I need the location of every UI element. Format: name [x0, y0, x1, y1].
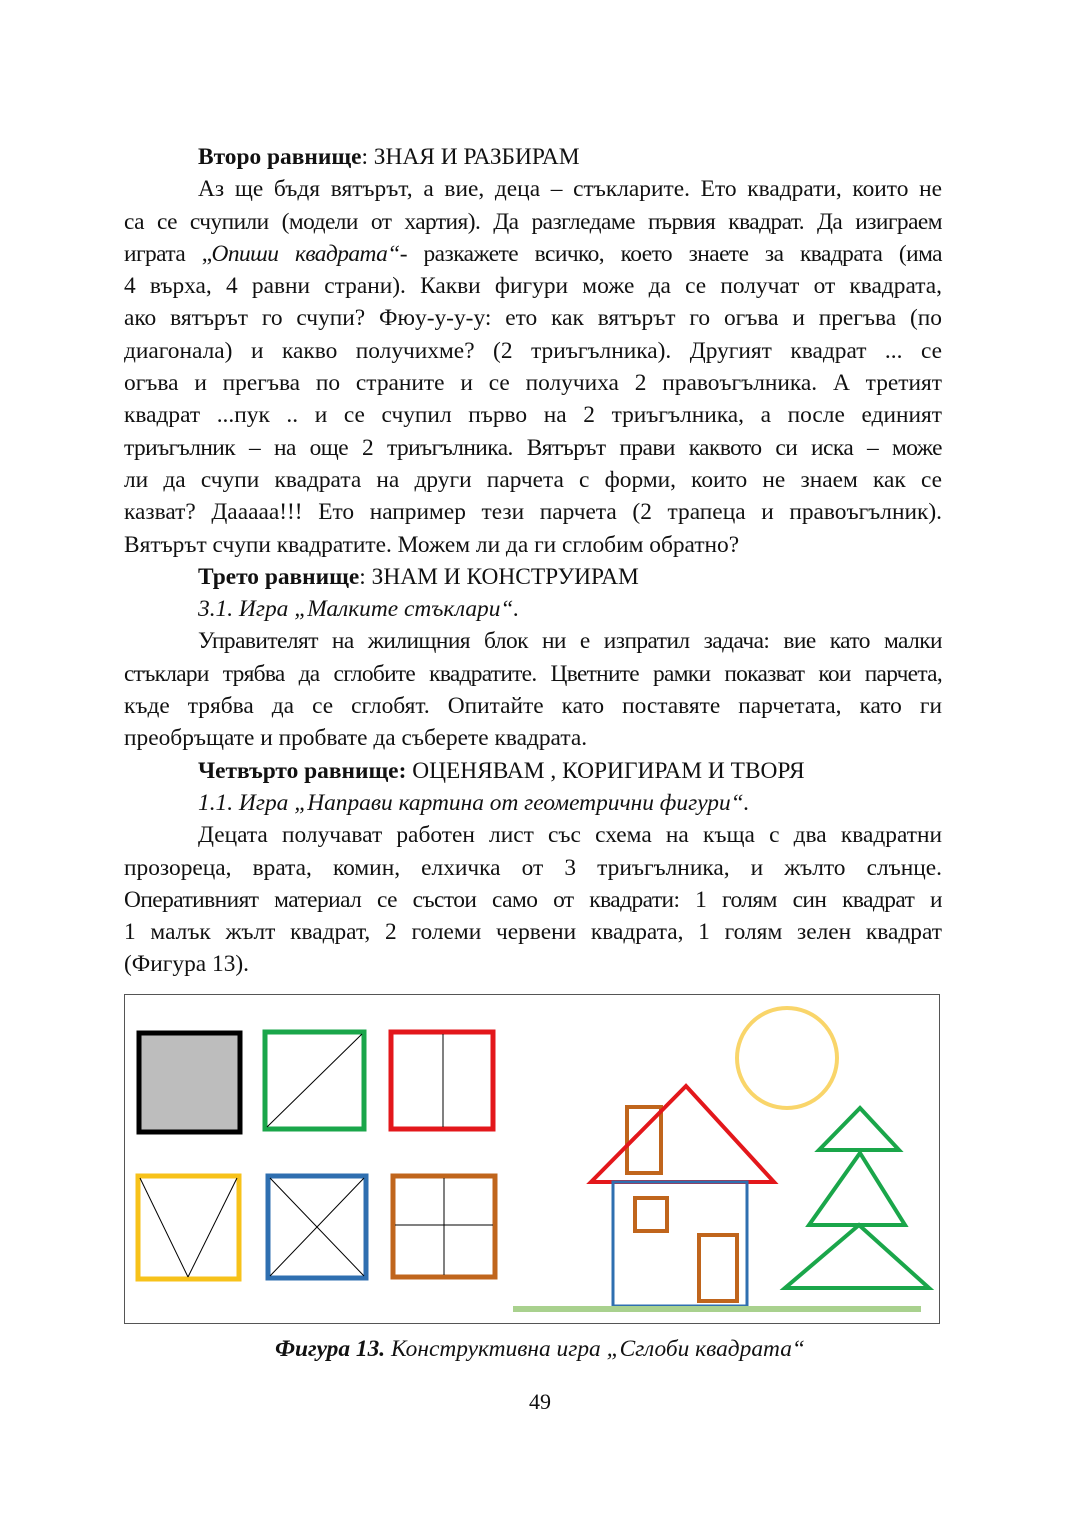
- page-text: [124, 141, 942, 981]
- paragraph-line: 1 малък жълт квадрат, 2 големи червени квадрата, 1 голям зелен квадрат: [124, 919, 942, 946]
- gray-square: [139, 1033, 240, 1132]
- paragraph-line: стъклари трябва да сглобите квадратите. Цветните рамки показват кои парчета,: [124, 660, 942, 687]
- paragraph-line: диагонала) и какво получихме? (2 триъгълника). Другият квадрат ... се: [124, 337, 942, 364]
- paragraph-line: преобръщате и пробвате да съберете квадрата.: [124, 725, 588, 752]
- tree-middle-triangle: [809, 1153, 905, 1225]
- black-gray-square: [139, 1033, 240, 1132]
- paragraph-line: Вятърът счупи квадратите. Можем ли да ги сглобим обратно?: [124, 531, 740, 558]
- tree-bottom-triangle: [785, 1225, 929, 1288]
- yellow-square-triangles: [138, 1176, 239, 1279]
- paragraph-line: казват? Дааааа!!! Ето например тези парчета (2 трапеца и правоъгълник).: [124, 499, 942, 526]
- paragraph-line: триъгълник – на още 2 триъгълника. Вятърът прави каквото си иска – може: [124, 434, 942, 461]
- paragraph-line: Децата получават работен лист със схема на къща с два квадратни: [198, 822, 942, 849]
- figure-caption: Фигура 13. Конструктивна игра „Сглоби квадрата“: [275, 1336, 805, 1362]
- paragraph-line: играта „Опиши квадрата“- разкажете всичко, което знаете за квадрата (има: [124, 240, 942, 267]
- red-square: [391, 1032, 493, 1129]
- game-title: 3.1. Игра „Малките стъклари“.: [198, 596, 520, 623]
- paragraph-line: Аз ще бъдя вятърът, а вие, деца – стъкларите. Ето квадрати, които не: [198, 176, 942, 203]
- paragraph-line: (Фигура 13).: [124, 951, 250, 978]
- yellow-square: [138, 1176, 239, 1279]
- paragraph-line: къде трябва да се сглобят. Опитайте като поставяте парчетата, като ги: [124, 693, 942, 720]
- window: [635, 1198, 667, 1231]
- paragraph-line: ли да счупи квадрата на други парчета с форми, които не знаем как се: [124, 466, 942, 493]
- paragraph-line: Оперативният материал се състои само от квадрати: 1 голям син квадрат и: [124, 886, 942, 913]
- paragraph-line: 4 върха, 4 равни страни). Какви фигури може да се получат от квадрата,: [124, 273, 942, 300]
- paragraph-line: ако вятърът го счупи? Фюу-у-у-у: ето как вятърът го огъва и прегъва (по: [124, 305, 942, 332]
- tree-top-triangle: [819, 1108, 899, 1150]
- level4-heading: Четвърто равнище: ОЦЕНЯВАМ , КОРИГИРАМ И ТВОРЯ: [198, 757, 805, 784]
- roof: [591, 1086, 774, 1182]
- green-square-diagonal: [265, 1032, 364, 1129]
- red-square-split: [391, 1032, 493, 1129]
- paragraph-line: Управителят на жилищния блок ни е изпратил задача: вие като малки: [198, 628, 942, 655]
- paragraph-line: огъва и прегъва по страните и се получиха 2 правоъгълника. А третият: [124, 370, 942, 397]
- brown-square-quarters: [393, 1176, 495, 1277]
- door: [699, 1235, 737, 1301]
- split-line: [140, 1178, 188, 1277]
- page-number: 49: [529, 1389, 551, 1414]
- level3-heading: Трето равнище: ЗНАМ И КОНСТРУИРАМ: [198, 563, 639, 590]
- level2-heading: Второ равнище: ЗНАЯ И РАЗБИРАМ: [198, 144, 580, 170]
- paragraph-line: са се счупили (модели от хартия). Да разгледаме първия квадрат. Да изиграем: [124, 208, 942, 235]
- paragraph-line: прозореца, врата, комин, елхичка от 3 триъгълника, и жълто слънце.: [124, 854, 942, 881]
- paragraph-line: квадрат ...пук .. и се счупил първо на 2 триъгълника, а после единият: [124, 402, 942, 429]
- blue-square-x: [268, 1176, 366, 1278]
- game-title: 1.1. Игра „Направи картина от геометрични фигури“.: [198, 789, 750, 816]
- figure-13: [124, 994, 940, 1324]
- sun: [737, 1008, 837, 1108]
- split-line: [188, 1178, 237, 1277]
- diagonal-line: [267, 1034, 362, 1127]
- figure-13-drawing: [125, 995, 941, 1325]
